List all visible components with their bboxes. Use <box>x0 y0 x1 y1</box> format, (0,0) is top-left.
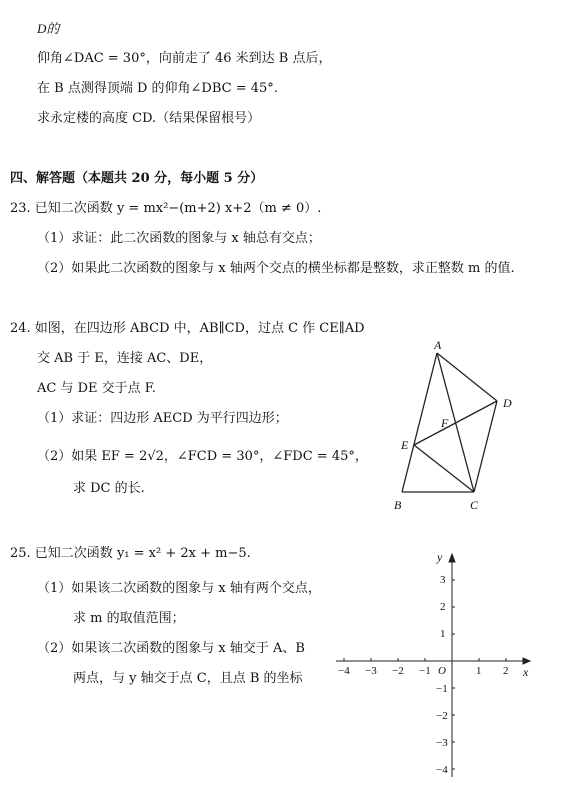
q25-stem: 25. 已知二次函数 y₁ = x² + 2x + m−5. <box>10 546 251 561</box>
q25-part2: （2）如果该二次函数的图象与 x 轴交于 A、B <box>37 641 305 656</box>
label-D: D <box>503 396 512 410</box>
q22-line2: 仰角∠DAC = 30°，向前走了 46 米到达 B 点后， <box>37 51 332 66</box>
q24-line2: 交 AB 于 E，连接 AC、DE， <box>37 351 213 366</box>
x-tick-neg2: −2 <box>392 665 404 677</box>
origin-label: O <box>438 665 446 677</box>
x-tick-2: 2 <box>503 665 509 677</box>
label-F: F <box>441 416 449 430</box>
q23-stem: 23. 已知二次函数 y = mx²−(m+2) x+2（m ≠ 0）. <box>10 201 322 216</box>
y-tick-neg1: −1 <box>436 683 448 695</box>
segment-BA <box>402 353 437 492</box>
q22-line3: 在 B 点测得顶端 D 的仰角∠DBC = 45°. <box>37 81 278 96</box>
segment-AD <box>437 353 497 401</box>
label-A: A <box>434 338 442 352</box>
segment-DC <box>474 401 497 492</box>
label-C: C <box>470 498 479 512</box>
q24-stem: 24. 如图，在四边形 ABCD 中，AB∥CD，过点 C 作 CE∥AD <box>10 321 365 336</box>
q25-part1: （1）如果该二次函数的图象与 x 轴有两个交点， <box>37 581 321 596</box>
y-tick-neg2: −2 <box>436 710 448 722</box>
q24-part2b: 求 DC 的长. <box>73 481 145 496</box>
y-tick-1: 1 <box>440 628 446 640</box>
segment-ED <box>414 401 497 445</box>
y-tick-2: 2 <box>440 601 446 613</box>
q25-part2b: 两点，与 y 轴交于点 C，且点 B 的坐标 <box>73 671 303 686</box>
x-tick-neg3: −3 <box>365 665 377 677</box>
quadrilateral-figure <box>385 335 515 515</box>
q23-part2: （2）如果此二次函数的图象与 x 轴两个交点的横坐标都是整数，求正整数 m 的值. <box>37 261 515 276</box>
q22-line4: 求永定楼的高度 CD.（结果保留根号） <box>37 111 261 126</box>
x-tick-neg4: −4 <box>338 665 350 677</box>
y-tick-neg3: −3 <box>436 737 448 749</box>
q25-part1b: 求 m 的取值范围； <box>73 611 185 626</box>
y-tick-3: 3 <box>440 574 446 586</box>
x-axis-label: x <box>523 665 529 679</box>
section-title: 四、解答题（本题共 20 分，每小题 5 分） <box>10 171 264 186</box>
q24-part1: （1）求证：四边形 AECD 为平行四边形； <box>37 411 288 426</box>
coordinate-plane <box>330 545 550 785</box>
x-tick-neg1: −1 <box>419 665 431 677</box>
q24-line3: AC 与 DE 交于点 F. <box>37 381 156 396</box>
x-tick-1: 1 <box>476 665 482 677</box>
y-axis-label: y <box>437 550 443 564</box>
label-E: E <box>401 438 409 452</box>
segment-EC <box>414 445 474 492</box>
q24-part2: （2）如果 EF = 2√2，∠FCD = 30°，∠FDC = 45°， <box>37 449 368 464</box>
q22-line1: D的 <box>37 21 60 36</box>
q23-part1: （1）求证：此二次函数的图象与 x 轴总有交点； <box>37 231 321 246</box>
label-B: B <box>394 498 402 512</box>
y-axis-arrow <box>449 554 455 562</box>
x-axis-arrow <box>523 658 530 664</box>
y-tick-neg4: −4 <box>436 764 448 776</box>
